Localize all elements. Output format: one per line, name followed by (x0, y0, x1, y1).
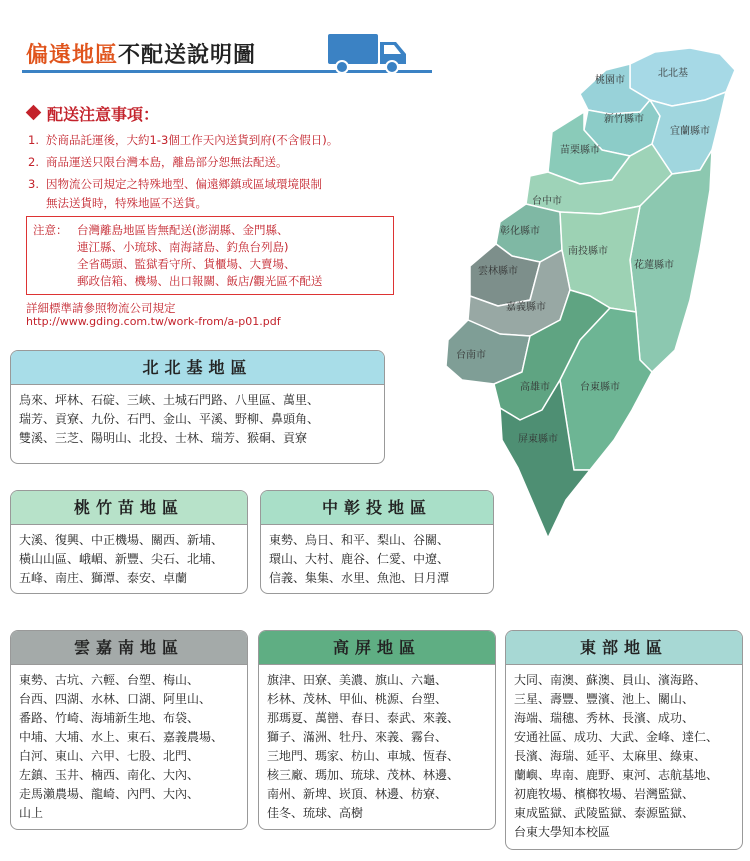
region-area-list (11, 385, 384, 454)
map-label-taitung: 台東縣市 (580, 382, 620, 393)
region-area-line: 核三廠、瑪加、琉球、茂林、林邊、 (267, 768, 460, 782)
page-title (26, 38, 256, 69)
region-box-zct (260, 490, 494, 594)
region-area-line: 南州、新埤、崁頂、林邊、枋寮、 (267, 787, 448, 801)
region-area-line: 東勢、烏日、和平、梨山、谷關、 (269, 533, 450, 547)
truck-icon (326, 30, 412, 76)
region-area-line: 佳冬、琉球、高樹 (267, 806, 364, 820)
caution-label: 注意： (33, 223, 68, 237)
map-label-taoyuan: 桃園市 (595, 75, 625, 86)
region-area-line: 山上 (19, 806, 44, 820)
region-area-line: 東勢、古坑、六輕、台塑、梅山、 (19, 673, 200, 687)
map-label-tainan: 台南市 (456, 350, 486, 361)
map-label-pingtung: 屏東縣市 (518, 434, 558, 445)
note-item-1 (28, 132, 338, 148)
region-area-line: 三星、壽豐、豐濱、池上、關山、 (514, 692, 695, 706)
map-label-nantou: 南投縣市 (568, 246, 608, 257)
caution-line: 郵政信箱、機場、出口報關、飯店/觀光區不配送 (77, 274, 323, 288)
note-number: 1. (28, 133, 39, 147)
region-title: 北北基地區 (11, 351, 384, 385)
map-label-yilan: 宜蘭縣市 (670, 126, 710, 137)
region-area-line: 橫山山區、峨嵋、新豐、尖石、北埔、 (19, 552, 224, 566)
region-area-line: 瑞芳、貢寮、九份、石門、金山、平溪、野柳、鼻頭角、 (19, 412, 320, 426)
map-label-yunlin: 雲林縣市 (478, 266, 518, 277)
title-rest: 不配送說明圖 (118, 43, 257, 68)
region-area-line: 走馬瀨農場、龍崎、內門、大內、 (19, 787, 200, 801)
region-area-line: 台東大學知本校區 (514, 825, 611, 839)
region-box-tmm (10, 490, 248, 594)
map-label-changhua: 彰化縣市 (500, 226, 540, 237)
map-label-hualien: 花蓮縣市 (634, 260, 674, 271)
region-area-line: 烏來、坪林、石碇、三峽、土城石門路、八里區、萬里、 (19, 393, 320, 407)
region-area-line: 三地門、瑪家、枋山、車城、恆春、 (267, 749, 460, 763)
region-area-line: 海端、瑞穗、秀林、長濱、成功、 (514, 711, 695, 725)
diamond-bullet-icon (26, 105, 42, 121)
region-area-line: 白河、東山、六甲、七股、北門、 (19, 749, 200, 763)
region-title: 高屏地區 (259, 631, 495, 665)
note-item-3 (28, 176, 322, 192)
title-highlight: 偏遠地區 (26, 43, 119, 68)
detail-reference-link[interactable]: http://www.gding.com.tw/work-from/a-p01.pdf (26, 315, 281, 328)
region-area-line: 環山、大村、鹿谷、仁愛、中遼、 (269, 552, 450, 566)
region-box-yct (10, 630, 248, 830)
region-area-line: 初鹿牧場、檳榔牧場、岩灣監獄、 (514, 787, 695, 801)
map-label-beibeiji: 北北基 (658, 68, 688, 79)
caution-line: 全省碼頭、監獄看守所、貨櫃場、大賣場、 (77, 257, 296, 271)
region-area-line: 大溪、復興、中正機場、關西、新埔、 (19, 533, 224, 547)
region-box-east (505, 630, 743, 850)
map-label-kaohsiung: 高雄市 (520, 382, 550, 393)
region-title: 桃竹苗地區 (11, 491, 247, 525)
region-area-list (259, 665, 495, 829)
region-area-line: 信義、集集、水里、魚池、日月潭 (269, 571, 450, 585)
detail-reference-text: 詳細標準請參照物流公司規定 (26, 301, 176, 315)
region-area-line: 杉林、茂林、甲仙、桃源、台塑、 (267, 692, 448, 706)
caution-box (26, 216, 394, 295)
region-title: 雲嘉南地區 (11, 631, 247, 665)
note-text: 商品運送只限台灣本島，離島部分恕無法配送。 (46, 155, 288, 169)
region-area-line: 台西、四湖、水林、口湖、阿里山、 (19, 692, 212, 706)
region-area-list (506, 665, 742, 848)
note-text: 於商品託運後，大約1-3個工作天內送貨到府(不含假日)。 (46, 133, 339, 147)
map-label-chiayi: 嘉義縣市 (506, 302, 546, 313)
note-text: 因物流公司規定之特殊地型、偏遠鄉鎮或區域環境限制 (46, 177, 322, 191)
region-area-line: 蘭嶼、卑南、鹿野、東河、志航基地、 (514, 768, 719, 782)
region-area-line: 番路、竹崎、海埔新生地、布袋、 (19, 711, 200, 725)
region-box-north (10, 350, 385, 464)
region-title: 中彰投地區 (261, 491, 493, 525)
region-area-line: 長濱、海瑞、延平、太麻里、綠東、 (514, 749, 707, 763)
region-area-line: 五峰、南庄、獅潭、泰安、卓蘭 (19, 571, 188, 585)
region-area-line: 東成監獄、武陵監獄、泰源監獄、 (514, 806, 695, 820)
note-number: 2. (28, 155, 39, 169)
notes-heading (26, 102, 159, 125)
region-area-list (11, 525, 247, 594)
region-area-line: 雙溪、三芝、陽明山、北投、士林、瑞芳、猴硐、貢寮 (19, 431, 308, 445)
region-area-line: 安通社區、成功、大武、金峰、達仁、 (514, 730, 719, 744)
region-area-list (261, 525, 493, 594)
region-box-gp (258, 630, 496, 830)
map-label-miaoli: 苗栗縣市 (560, 145, 600, 156)
map-label-hsinchu: 新竹縣市 (604, 114, 644, 125)
map-label-taichung: 台中市 (532, 196, 562, 207)
note-item-3-continued: 無法送貨時，特殊地區不送貨。 (46, 196, 207, 210)
region-title: 東部地區 (506, 631, 742, 665)
region-area-line: 那瑪夏、萬巒、春日、泰武、來義、 (267, 711, 460, 725)
region-area-line: 中埔、大埔、水上、東石、嘉義農場、 (19, 730, 224, 744)
region-area-line: 左鎮、玉井、楠西、南化、大內、 (19, 768, 200, 782)
caution-line: 連江縣、小琉球、南海諸島、釣魚台列島) (77, 240, 289, 254)
region-area-line: 大同、南澳、蘇澳、員山、濱海路、 (514, 673, 707, 687)
region-area-list (11, 665, 247, 829)
note-item-2 (28, 154, 288, 170)
note-number: 3. (28, 177, 39, 191)
region-area-line: 旗津、田寮、美濃、旗山、六龜、 (267, 673, 448, 687)
taiwan-region-map (440, 40, 750, 560)
caution-line: 台灣離島地區皆無配送(澎湖縣、金門縣、 (77, 223, 289, 237)
notes-heading-text: 配送注意事項： (47, 105, 160, 124)
region-area-line: 獅子、滿洲、牡丹、來義、霧台、 (267, 730, 448, 744)
